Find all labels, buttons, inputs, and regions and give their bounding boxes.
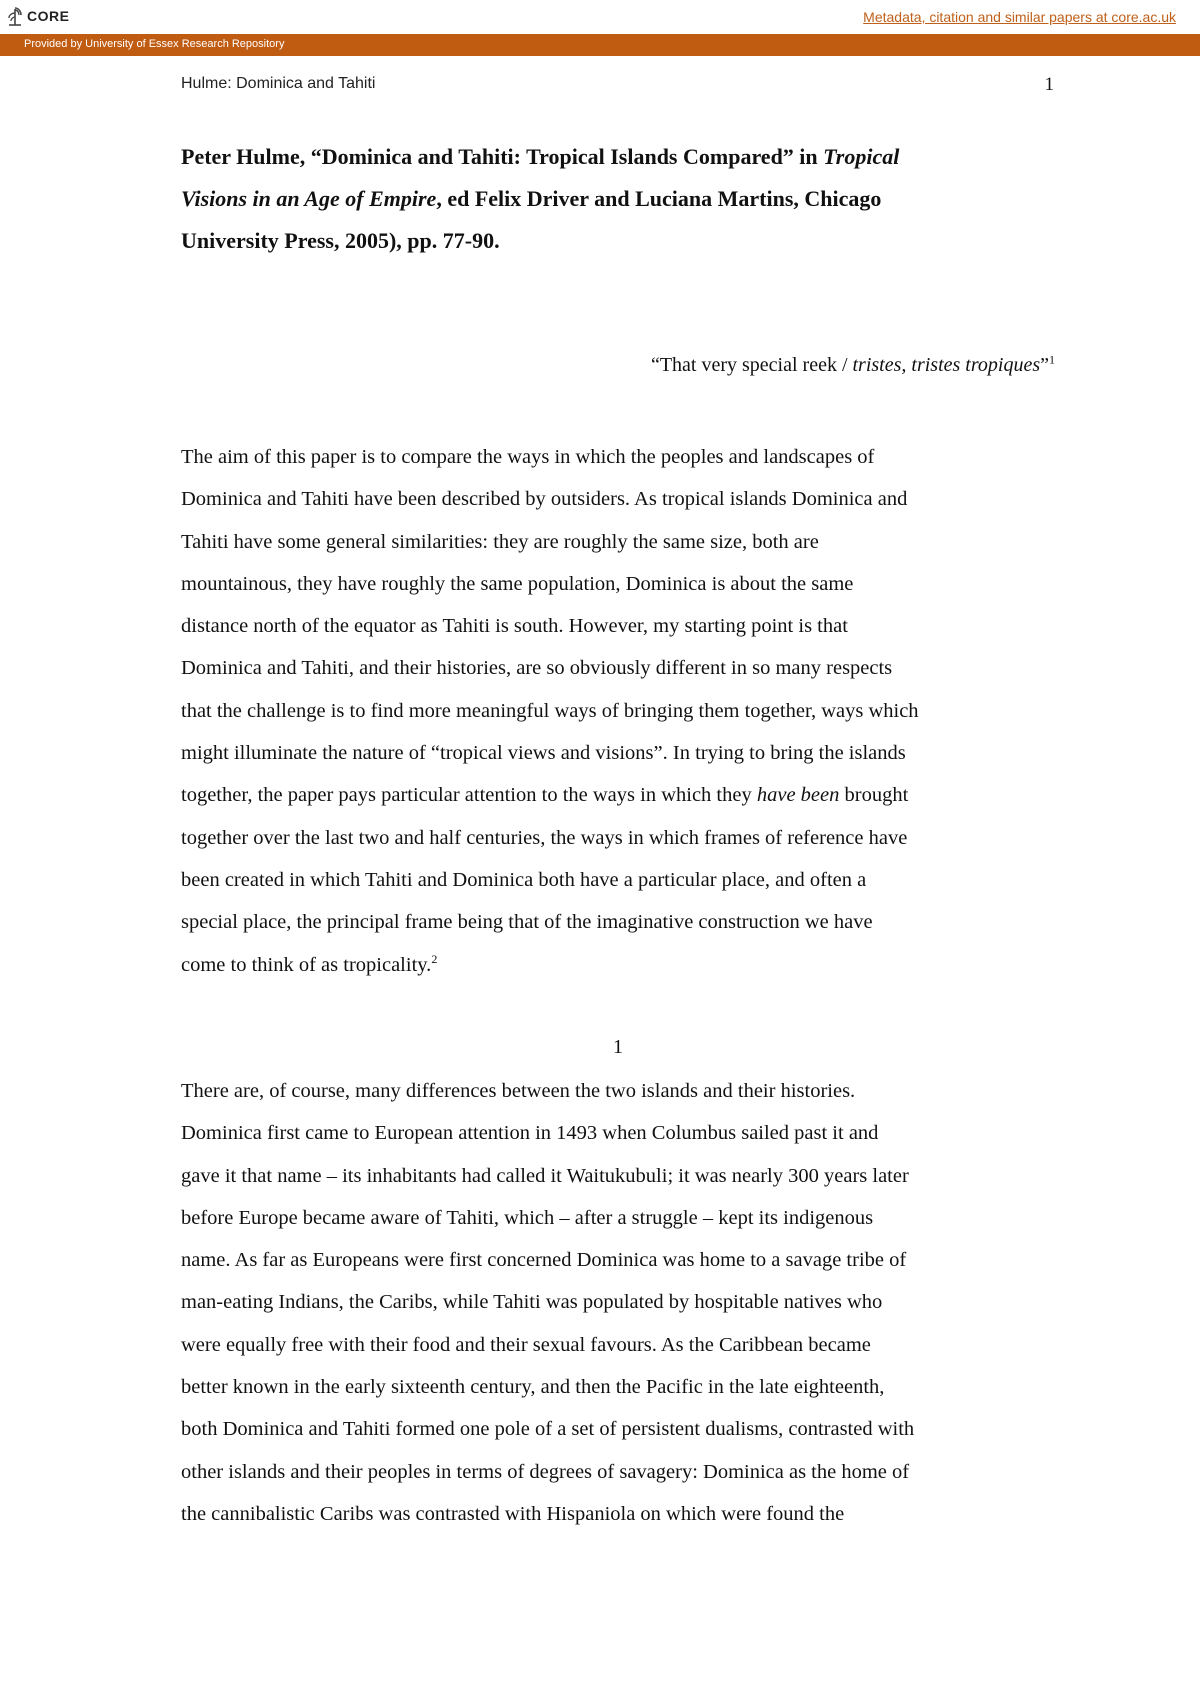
citation-title [181, 136, 1061, 262]
text-run: special place, the principal frame being that of the imaginative construction we have [181, 911, 873, 934]
text-line [181, 817, 1061, 859]
text-run: “That very special reek / [650, 354, 853, 376]
text-line [181, 1112, 1061, 1154]
paragraph-1 [181, 436, 1061, 986]
text-run: There are, of course, many differences between the two islands and their histories. [181, 1080, 856, 1102]
text-run: name. As far as Europeans were first concerned Dominica was home to a savage tribe of [181, 1249, 907, 1272]
text-run: both Dominica and Tahiti formed one pole of a set of persistent dualisms, contrasted with [181, 1418, 915, 1441]
text-line [181, 1366, 1061, 1408]
text-run: The aim of this paper is to compare the ways in which the peoples and landscapes of [181, 446, 875, 468]
core-logo-icon [6, 5, 24, 27]
text-line [181, 1155, 1061, 1197]
text-line [181, 944, 1061, 986]
text-run: , ed Felix Driver and Luciana Martins, Chicago [436, 186, 882, 211]
italic-text: tristes, tristes tropiques [852, 354, 1041, 376]
page-number: 1 [1044, 74, 1054, 95]
text-run: brought [839, 784, 909, 807]
text-run: man-eating Indians, the Caribs, while Tahiti was populated by hospitable natives who [181, 1291, 883, 1314]
text-line [181, 690, 1061, 732]
section-number: 1 [613, 1036, 623, 1058]
text-line [181, 1197, 1061, 1239]
text-run: might illuminate the nature of “tropical views and visions”. In trying to bring the islands [181, 742, 906, 765]
footnote-marker: 2 [431, 951, 438, 966]
text-run: Dominica first came to European attention in 1493 when Columbus sailed past it and [181, 1122, 879, 1145]
text-run: ” [1040, 354, 1049, 376]
text-line [181, 521, 1061, 563]
text-line [181, 478, 1061, 520]
text-run: been created in which Tahiti and Dominica both have a particular place, and often a [181, 868, 867, 891]
text-line [181, 605, 1061, 647]
text-line [181, 436, 1061, 478]
text-run: Tahiti have some general similarities: they are roughly the same size, both are [181, 530, 819, 553]
text-run: that the challenge is to find more meaningful ways of bringing them together, ways which [181, 699, 919, 722]
title-line [181, 136, 1061, 178]
text-line [181, 1493, 1061, 1535]
footnote-marker: 1 [1049, 352, 1055, 367]
text-line [181, 1239, 1061, 1281]
italic-text: Visions in an Age of Empire [181, 186, 437, 211]
text-run: together, the paper pays particular attention to the ways in which they [181, 784, 757, 807]
text-run: mountainous, they have roughly the same population, Dominica is about the same [181, 572, 854, 595]
text-line [181, 1451, 1061, 1493]
running-head: Hulme: Dominica and Tahiti [181, 75, 376, 92]
text-run: Dominica and Tahiti, and their histories, are so obviously different in so many respects [181, 657, 893, 680]
title-line [181, 220, 1061, 262]
text-line [181, 1324, 1061, 1366]
text-line [181, 774, 1061, 816]
core-header [0, 0, 1200, 33]
text-run: distance north of the equator as Tahiti is south. However, my starting point is that [181, 615, 848, 638]
paragraph-2 [181, 1070, 1061, 1535]
italic-text: Tropical [823, 144, 900, 169]
metadata-link[interactable]: Metadata, citation and similar papers at core.ac.uk [863, 9, 1176, 25]
text-line [181, 1408, 1061, 1450]
text-line [181, 647, 1061, 689]
text-run: other islands and their peoples in terms of degrees of savagery: Dominica as the home of [181, 1460, 910, 1483]
text-run: together over the last two and half centuries, the ways in which frames of reference have [181, 826, 908, 849]
provided-by-text[interactable]: Provided by University of Essex Research Repository [24, 38, 285, 50]
title-line [181, 178, 1061, 220]
text-line [181, 732, 1061, 774]
text-line [181, 1281, 1061, 1323]
text-run: Dominica and Tahiti have been described by outsiders. As tropical islands Dominica and [181, 488, 908, 511]
text-run: better known in the early sixteenth century, and then the Pacific in the late eighteenth, [181, 1376, 885, 1399]
core-logo-text: CORE [27, 8, 70, 24]
text-line [181, 1070, 1061, 1112]
italic-text: have been [756, 784, 840, 807]
text-run: were equally free with their food and their sexual favours. As the Caribbean became [181, 1333, 871, 1356]
text-run: University Press, 2005), pp. 77-90. [181, 228, 500, 253]
text-run: the cannibalistic Caribs was contrasted with Hispaniola on which were found the [181, 1502, 845, 1525]
text-run: before Europe became aware of Tahiti, which – after a struggle – kept its indigenous [181, 1206, 874, 1229]
core-logo[interactable] [6, 3, 69, 29]
text-run: gave it that name – its inhabitants had called it Waitukubuli; it was nearly 300 years later [181, 1164, 909, 1187]
repository-banner [0, 34, 1200, 56]
epigraph [500, 354, 1055, 377]
text-line [181, 859, 1061, 901]
text-line [181, 901, 1061, 943]
text-run: come to think of as tropicality. [181, 953, 432, 976]
text-run: Peter Hulme, “Dominica and Tahiti: Tropical Islands Compared” in [181, 144, 824, 169]
text-line [181, 563, 1061, 605]
